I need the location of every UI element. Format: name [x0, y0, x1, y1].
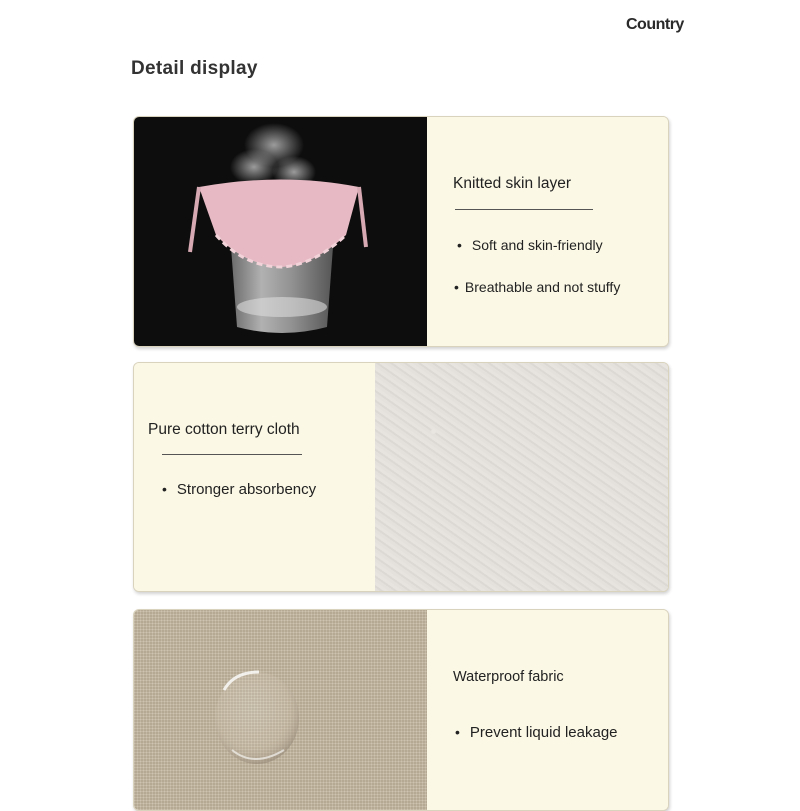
brand-logo-text: Country [626, 16, 684, 33]
panel-heading: Waterproof fabric [453, 669, 564, 685]
water-droplet-on-fabric-image [134, 610, 427, 810]
detail-panel-terry [133, 362, 669, 592]
glass-steam-illustration [134, 117, 427, 346]
bullet-item: • Stronger absorbency [162, 481, 317, 498]
panel-text-terry [134, 363, 375, 591]
panel-text-knitted [427, 117, 668, 346]
panel-text-waterproof [427, 610, 668, 810]
detail-panel-knitted [133, 116, 669, 347]
bullet-dot-icon: • [457, 237, 462, 253]
bullet-item: • Prevent liquid leakage [455, 724, 618, 741]
panel-heading: Pure cotton terry cloth [148, 421, 300, 438]
panel-heading: Knitted skin layer [453, 175, 572, 192]
bullet-item: • Soft and skin-friendly [457, 237, 603, 253]
bullet-item: • Breathable and not stuffy [454, 279, 621, 295]
white-terry-cloth-texture-image [375, 363, 668, 591]
bullet-dot-icon: • [454, 279, 459, 295]
water-droplet-illustration [134, 610, 427, 810]
glass-with-pink-cloth-steam-image [134, 117, 427, 346]
heading-underline [162, 454, 302, 455]
section-title: Detail display [131, 58, 258, 79]
bullet-dot-icon: • [162, 481, 167, 497]
detail-panel-waterproof [133, 609, 669, 811]
heading-underline [455, 209, 593, 210]
bullet-dot-icon: • [455, 724, 460, 740]
